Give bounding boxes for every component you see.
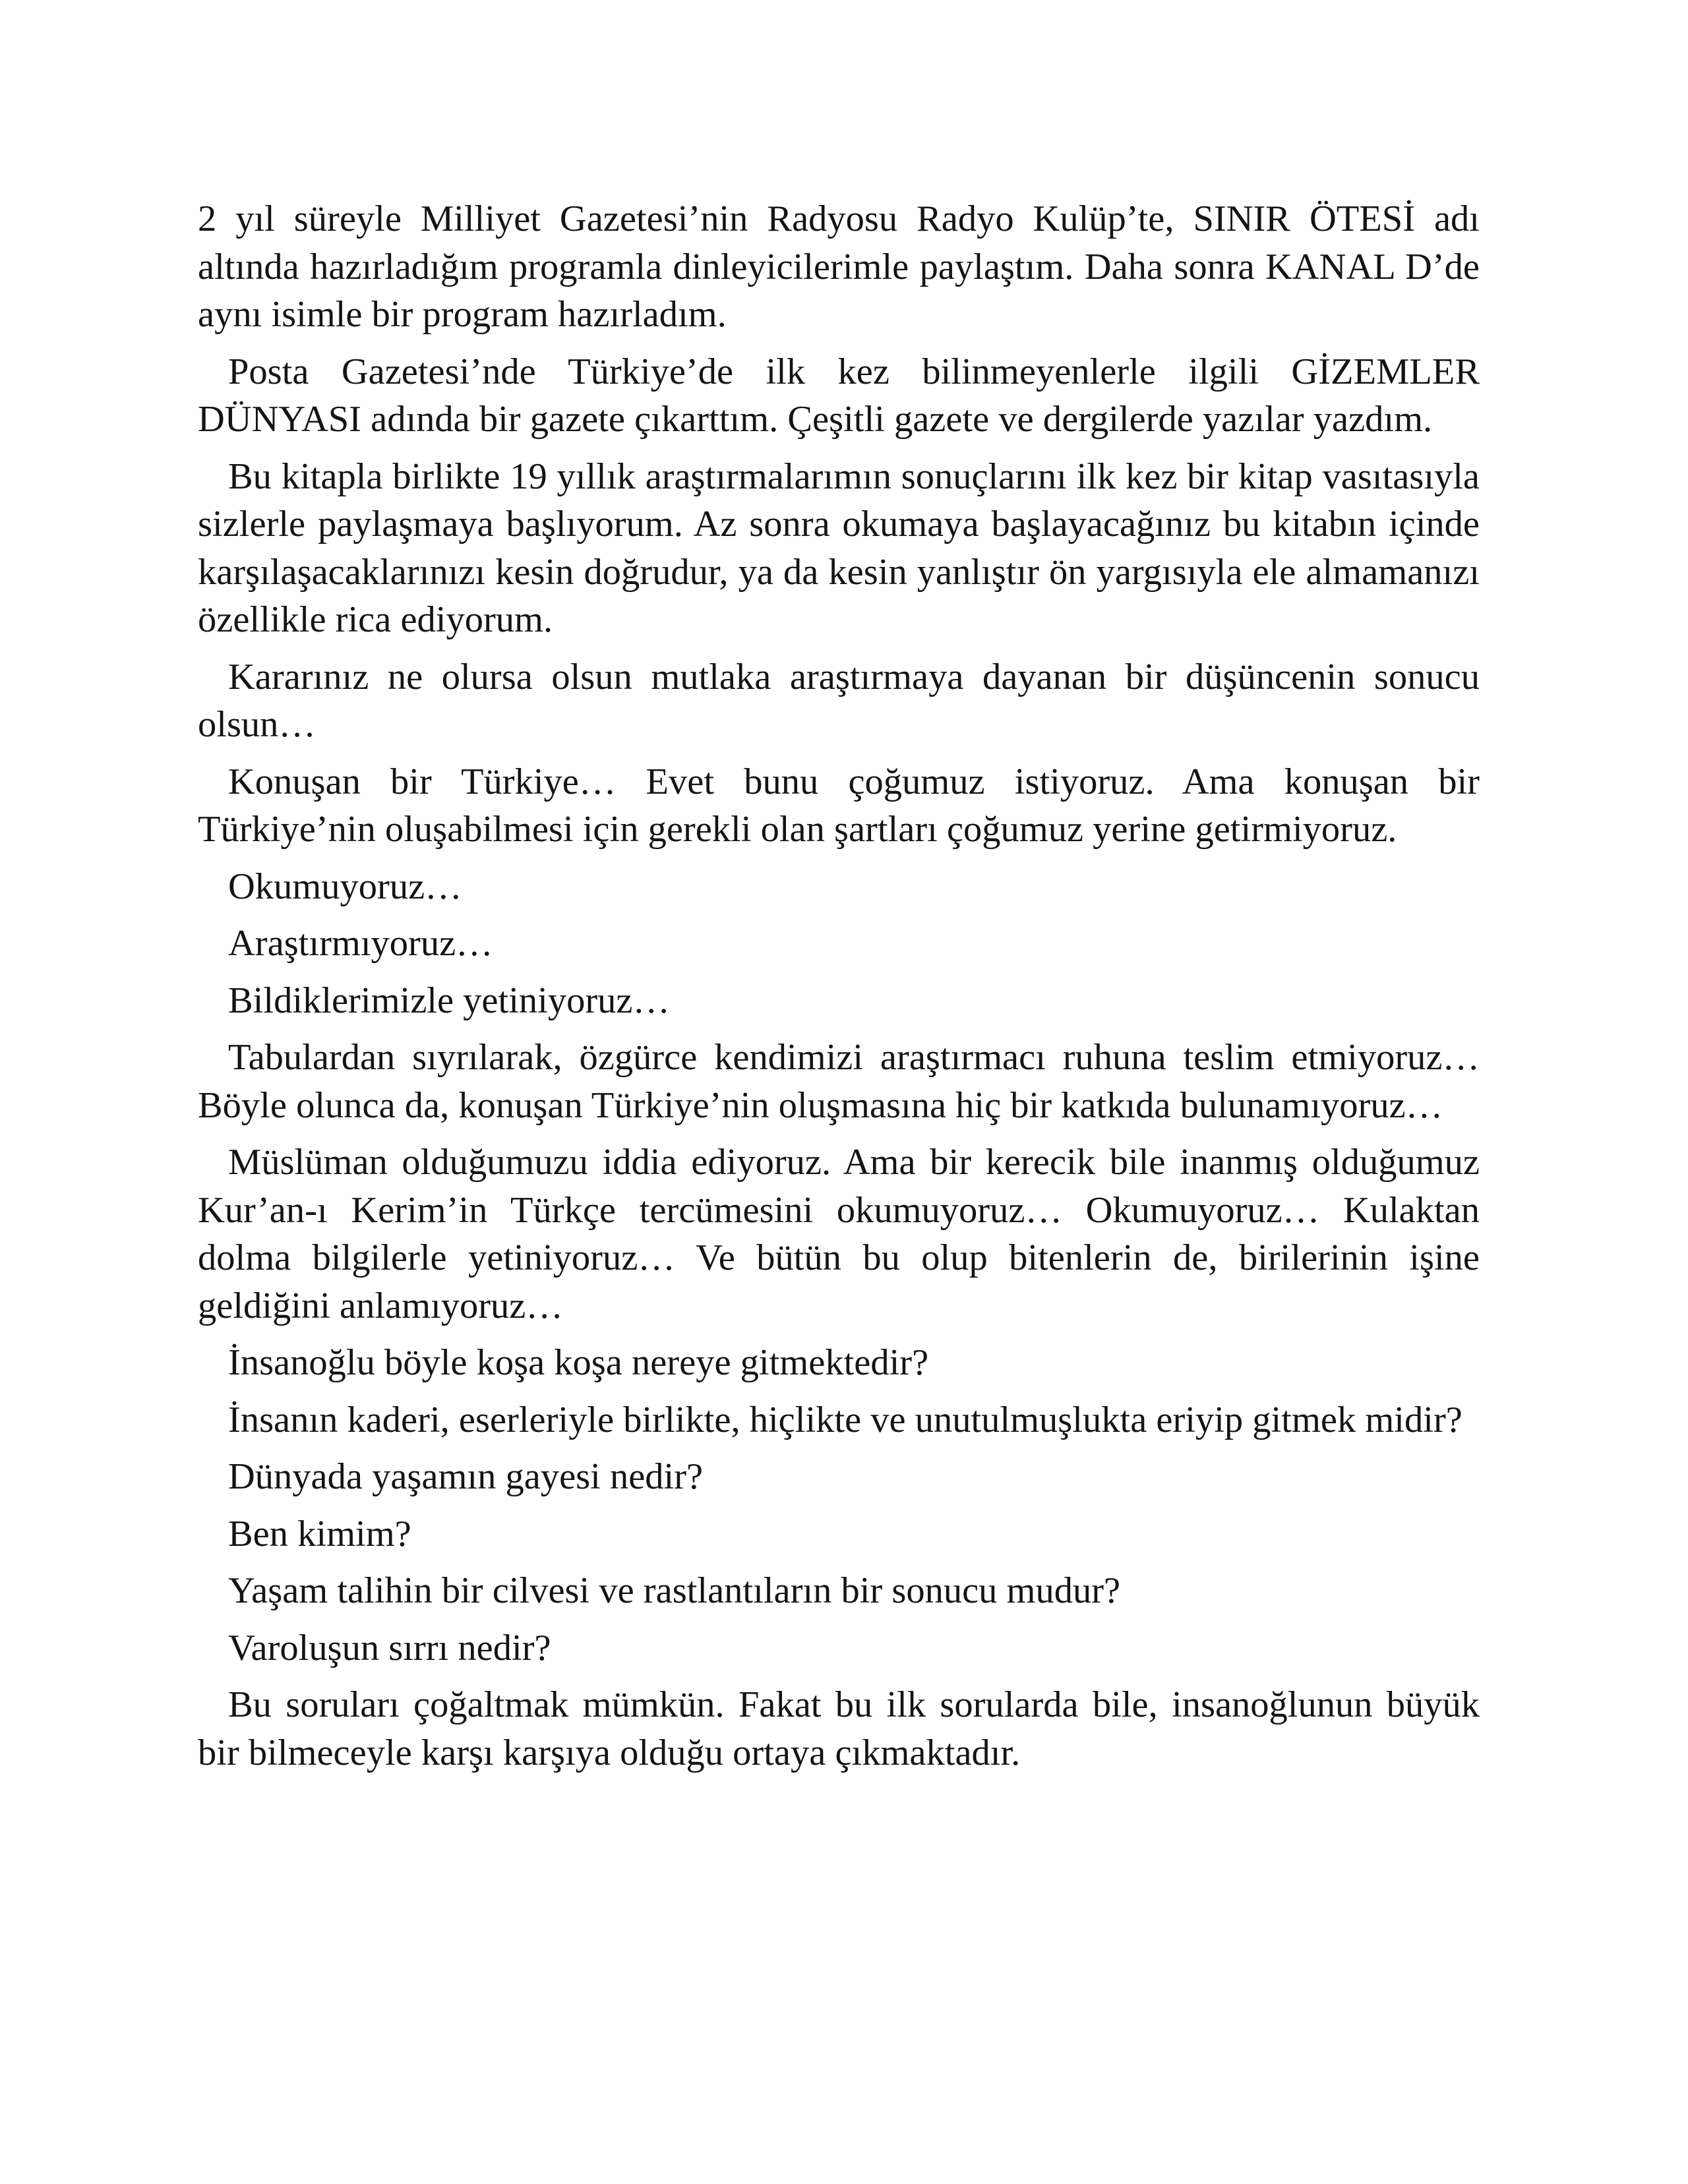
paragraph-question-fate: İnsanın kaderi, eserleriyle birlikte, hiçlikte ve unutulmuşlukta eriyip gitmek midir? bbox=[228, 1399, 1462, 1440]
paragraph-question-existence: Varoluşun sırrı nedir? bbox=[228, 1627, 551, 1668]
paragraph-not-reading: Okumuyoruz… bbox=[228, 866, 462, 907]
paragraph-question-chance: Yaşam talihin bir cilvesi ve rastlantıların bir sonucu mudur? bbox=[228, 1570, 1121, 1611]
paragraph-newspaper: Posta Gazetesi’nde Türkiye’de ilk kez bilinmeyenlerle ilgili GİZEMLER DÜNYASI adında bir gazete çıkarttım. Çeşitli gazete ve dergilerde yazılar yazdım. bbox=[198, 351, 1480, 440]
paragraph-radio-program: 2 yıl süreyle Milliyet Gazetesi’nin Radyosu Radyo Kulüp’te, SINIR ÖTESİ adı altında hazırladığım programla dinleyicilerimle paylaştım. Daha sonra KANAL D’de aynı isimle bir program hazırladım. bbox=[198, 198, 1480, 335]
paragraph-conclusion: Bu soruları çoğaltmak mümkün. Fakat bu ilk sorularda bile, insanoğlunun büyük bir bilmeceyle karşı karşıya olduğu ortaya çıkmaktadır. bbox=[198, 1684, 1480, 1773]
paragraph-muslim: Müslüman olduğumuzu iddia ediyoruz. Ama bir kerecik bile inanmış olduğumuz Kur’an-ı Kerim’in Türkçe tercümesini okumuyoruz… Okumuyoruz… Kulaktan dolma bilgilerle yetiniyoruz… Ve bütün bu olup bitenlerin de, birilerinin işine geldiğini anlamıyoruz… bbox=[198, 1142, 1480, 1326]
paragraph-not-researching: Araştırmıyoruz… bbox=[228, 923, 493, 964]
paragraph-content: Bildiklerimizle yetiniyoruz… bbox=[228, 980, 670, 1021]
paragraph-taboos: Tabulardan sıyrılarak, özgürce kendimizi araştırmacı ruhuna teslim etmiyoruz… Böyle olunca da, konuşan Türkiye’nin oluşmasına hiç bir katkıda bulunamıyoruz… bbox=[198, 1037, 1480, 1126]
paragraph-question-where: İnsanoğlu böyle koşa koşa nereye gitmektedir? bbox=[228, 1342, 929, 1383]
paragraph-decision: Kararınız ne olursa olsun mutlaka araştırmaya dayanan bir düşüncenin sonucu olsun… bbox=[198, 656, 1480, 745]
paragraph-question-purpose: Dünyada yaşamın gayesi nedir? bbox=[228, 1456, 704, 1497]
paragraph-question-who: Ben kimim? bbox=[228, 1513, 411, 1554]
page-body bbox=[198, 195, 1480, 1786]
paragraph-research-book: Bu kitapla birlikte 19 yıllık araştırmalarımın sonuçlarını ilk kez bir kitap vasıtasıyla sizlerle paylaşmaya başlıyorum. Az sonra okumaya başlayacağınız bu kitabın içinde karşılaşacaklarınızı kesin doğrudur, ya da kesin yanlıştır ön yargısıyla ele almamanızı özellikle rica ediyorum. bbox=[198, 456, 1480, 640]
paragraph-speaking-turkey: Konuşan bir Türkiye… Evet bunu çoğumuz istiyoruz. Ama konuşan bir Türkiye’nin oluşabilmesi için gerekli olan şartları çoğumuz yerine getirmiyoruz. bbox=[198, 761, 1480, 850]
